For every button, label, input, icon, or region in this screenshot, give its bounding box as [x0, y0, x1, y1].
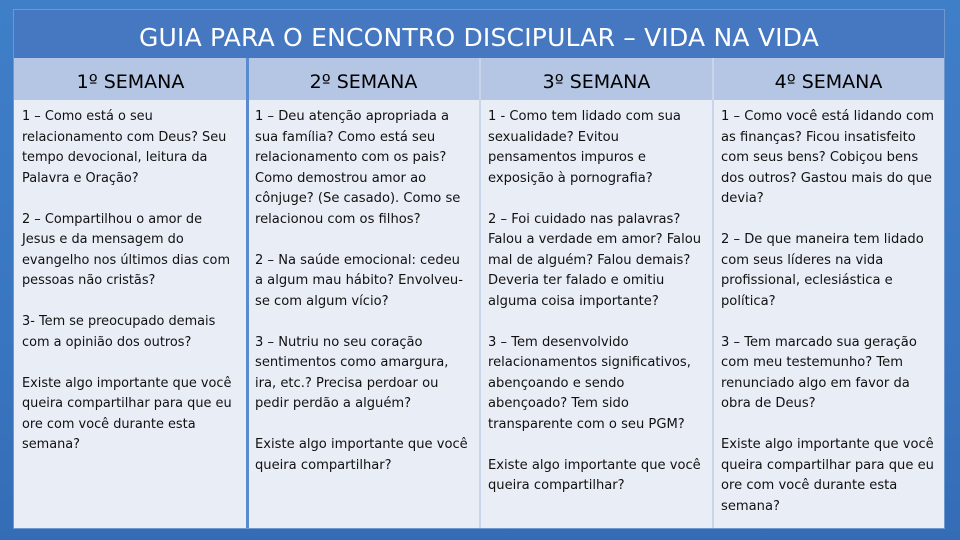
week-1-question-2: 2 – Compartilhou o amor de Jesus e da mensagem do evangelho nos últimos dias com pessoas não cristãs? — [22, 211, 230, 288]
week-3-question-1: 1 - Como tem lidado com sua sexualidade? Evitou pensamentos impuros e exposição à pornografia? — [488, 109, 681, 186]
week-2-column — [247, 58, 480, 528]
week-1-questions — [14, 100, 247, 528]
week-1-question-3: 3- Tem se preocupado demais com a opinião dos outros? — [22, 314, 216, 350]
week-2-question-1: 1 – Deu atenção apropriada a sua família? Como está seu relacionamento com os pais? Como demostrou amor ao cônjuge? (Se casado). Como se relacionou com os filhos? — [255, 109, 461, 227]
week-1-question-1: 1 – Como está o seu relacionamento com Deus? Seu tempo devocional, leitura da Palavra e Oração? — [22, 109, 227, 186]
week-3-closing-question: Existe algo importante que você queira compartilhar? — [488, 457, 701, 493]
week-2-questions — [247, 100, 480, 528]
week-3-header: 3º SEMANA — [480, 58, 713, 100]
week-3-questions — [480, 100, 713, 528]
week-3-question-2: 2 – Foi cuidado nas palavras? Falou a verdade em amor? Falou mal de alguém? Falou demais? Deveria ter falado e omitiu alguma coisa importante? — [488, 211, 702, 309]
column-divider — [246, 58, 249, 528]
week-2-question-2: 2 – Na saúde emocional: cedeu a algum mau hábito? Envolveu-se com algum vício? — [255, 252, 463, 309]
column-divider — [712, 58, 714, 528]
week-4-closing-question: Existe algo importante que você queira compartilhar para que eu ore com você durante esta semana? — [721, 437, 934, 514]
week-4-column — [713, 58, 944, 528]
week-4-question-3: 3 – Tem marcado sua geração com meu testemunho? Tem renunciado algo em favor da obra de Deus? — [721, 334, 917, 411]
week-1-column — [14, 58, 247, 528]
week-4-questions — [713, 100, 944, 528]
guide-table — [14, 10, 944, 528]
week-4-question-2: 2 – De que maneira tem lidado com seus líderes na vida profissional, eclesiástica e política? — [721, 232, 924, 309]
week-2-question-3: 3 – Nutriu no seu coração sentimentos como amargura, ira, etc.? Precisa perdoar ou pedir perdão a alguém? — [255, 334, 449, 411]
week-4-question-1: 1 – Como você está lidando com as finanças? Ficou insatisfeito com seus bens? Cobiçou bens dos outros? Gastou mais do que devia? — [721, 109, 935, 206]
week-2-header: 2º SEMANA — [247, 58, 480, 100]
week-3-question-3: 3 – Tem desenvolvido relacionamentos significativos, abençoando e sendo abençoado? Tem sido transparente com o seu PGM? — [488, 334, 691, 432]
week-3-column — [480, 58, 713, 528]
week-1-header: 1º SEMANA — [14, 58, 247, 100]
column-divider — [479, 58, 481, 528]
week-2-closing-question: Existe algo importante que você queira compartilhar? — [255, 437, 468, 473]
page-title: GUIA PARA O ENCONTRO DISCIPULAR – VIDA NA VIDA — [14, 10, 944, 58]
week-1-closing-question: Existe algo importante que você queira compartilhar para que eu ore com você durante esta semana? — [22, 375, 232, 452]
week-4-header: 4º SEMANA — [713, 58, 944, 100]
